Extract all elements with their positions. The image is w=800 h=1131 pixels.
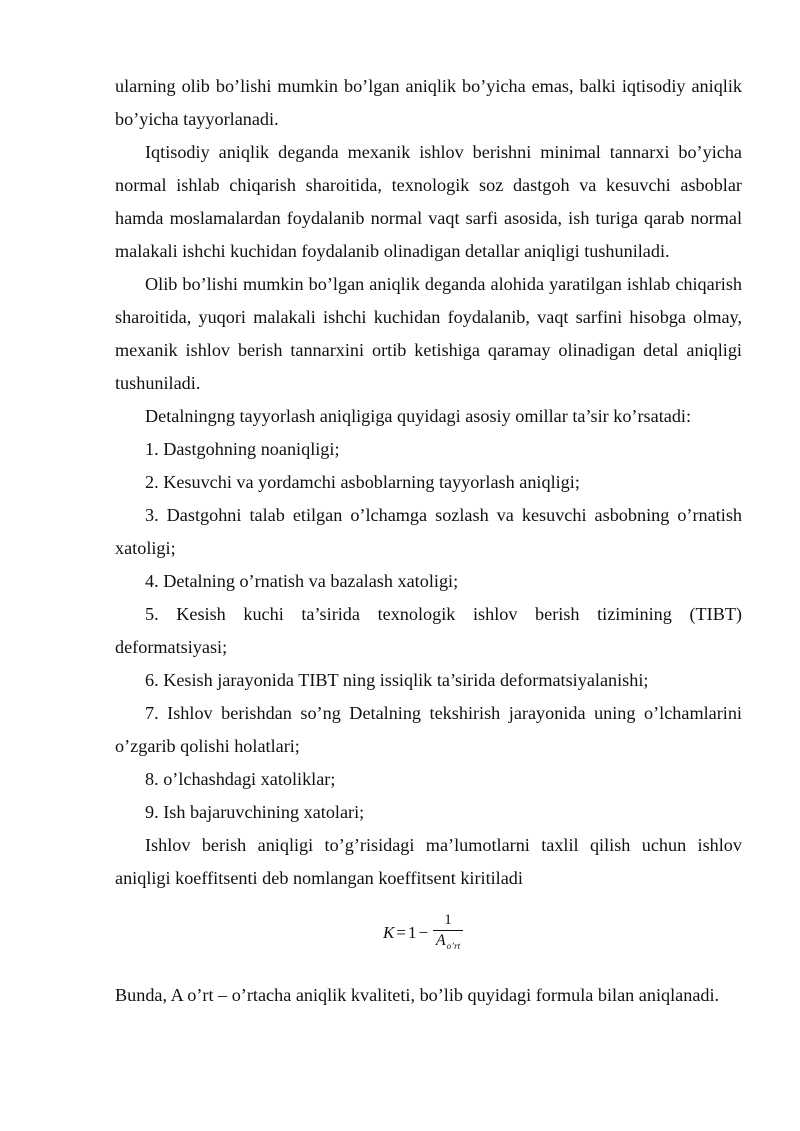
document-body <box>115 70 742 1012</box>
factor-list-item: 5. Kesish kuchi ta’sirida texnologik ishlov berish tizimining (TIBT) deformatsiyasi; <box>115 604 742 657</box>
factor-list-item: 3. Dastgohni talab etilgan o’lchamga sozlash va kesuvchi asbobning o’rnatish xatoligi; <box>115 505 742 558</box>
factor-list-item: 1. Dastgohning noaniqligi; <box>145 439 340 459</box>
paragraph-economic-accuracy: Iqtisodiy aniqlik deganda mexanik ishlov berishni minimal tannarxi bo’yicha normal ishlab chiqarish sharoitida, texnologik soz dastgoh va kesuvchi asboblar hamda moslamalardan foydalanib normal vaqt sarfi asosida, ish turiga qarab normal malakali ishchi kuchidan foydalanib olinadigan detallar aniqligi tushuniladi. <box>115 142 742 261</box>
formula-lhs: K <box>383 922 395 942</box>
factor-list-item: 8. o’lchashdagi xatoliklar; <box>145 769 336 789</box>
paragraph-continuation: ularning olib bo’lishi mumkin bo’lgan aniqlik bo’yicha emas, balki iqtisodiy aniqlik bo’yicha tayyorlanadi. <box>115 76 742 129</box>
factor-list-item: 7. Ishlov berishdan so’ng Detalning tekshirish jarayonida uning o’lchamlarini o’zgarib qolishi holatlari; <box>115 703 742 756</box>
factor-list-item: 9. Ish bajaruvchining xatolari; <box>145 802 365 822</box>
factor-list-item: 6. Kesish jarayonida TIBT ning issiqlik ta’sirida deformatsiyalanishi; <box>145 670 649 690</box>
formula-numerator: 1 <box>444 912 452 928</box>
formula-denominator-symbol: A <box>435 932 446 949</box>
formula-denominator <box>436 931 460 951</box>
formula-minus: − <box>418 922 429 942</box>
formula-block <box>115 895 742 979</box>
formula-denominator-subscript: o’rt <box>446 941 461 951</box>
paragraph-factors-intro: Detalningng tayyorlash aniqligiga quyidagi asosiy omillar ta’sir ko’rsatadi: <box>145 406 692 426</box>
formula-equals: = <box>396 922 406 942</box>
paragraph-coefficient-intro: Ishlov berish aniqligi to’g’risidagi ma’lumotlarni taxlil qilish uchun ishlov aniqligi koeffitsenti deb nomlangan koeffitsent kiritiladi <box>115 835 742 888</box>
formula-one: 1 <box>407 922 417 942</box>
factor-list-item: 4. Detalning o’rnatish va bazalash xatoligi; <box>145 571 459 591</box>
formula-fraction <box>433 913 463 951</box>
accuracy-coefficient-formula <box>383 913 463 951</box>
paragraph-achievable-accuracy: Olib bo’lishi mumkin bo’lgan aniqlik deganda alohida yaratilgan ishlab chiqarish sharoitida, yuqori malakali ishchi kuchidan foydalanib, vaqt sarfini hisobga olmay, mexanik ishlov berish tannarxini ortib ketishiga qaramay olinadigan detal aniqligi tushuniladi. <box>115 274 742 393</box>
factor-list-item: 2. Kesuvchi va yordamchi asboblarning tayyorlash aniqligi; <box>145 472 580 492</box>
paragraph-closing: Bunda, A o’rt – o’rtacha aniqlik kvaliteti, bo’lib quyidagi formula bilan aniqlanadi. <box>115 985 720 1005</box>
